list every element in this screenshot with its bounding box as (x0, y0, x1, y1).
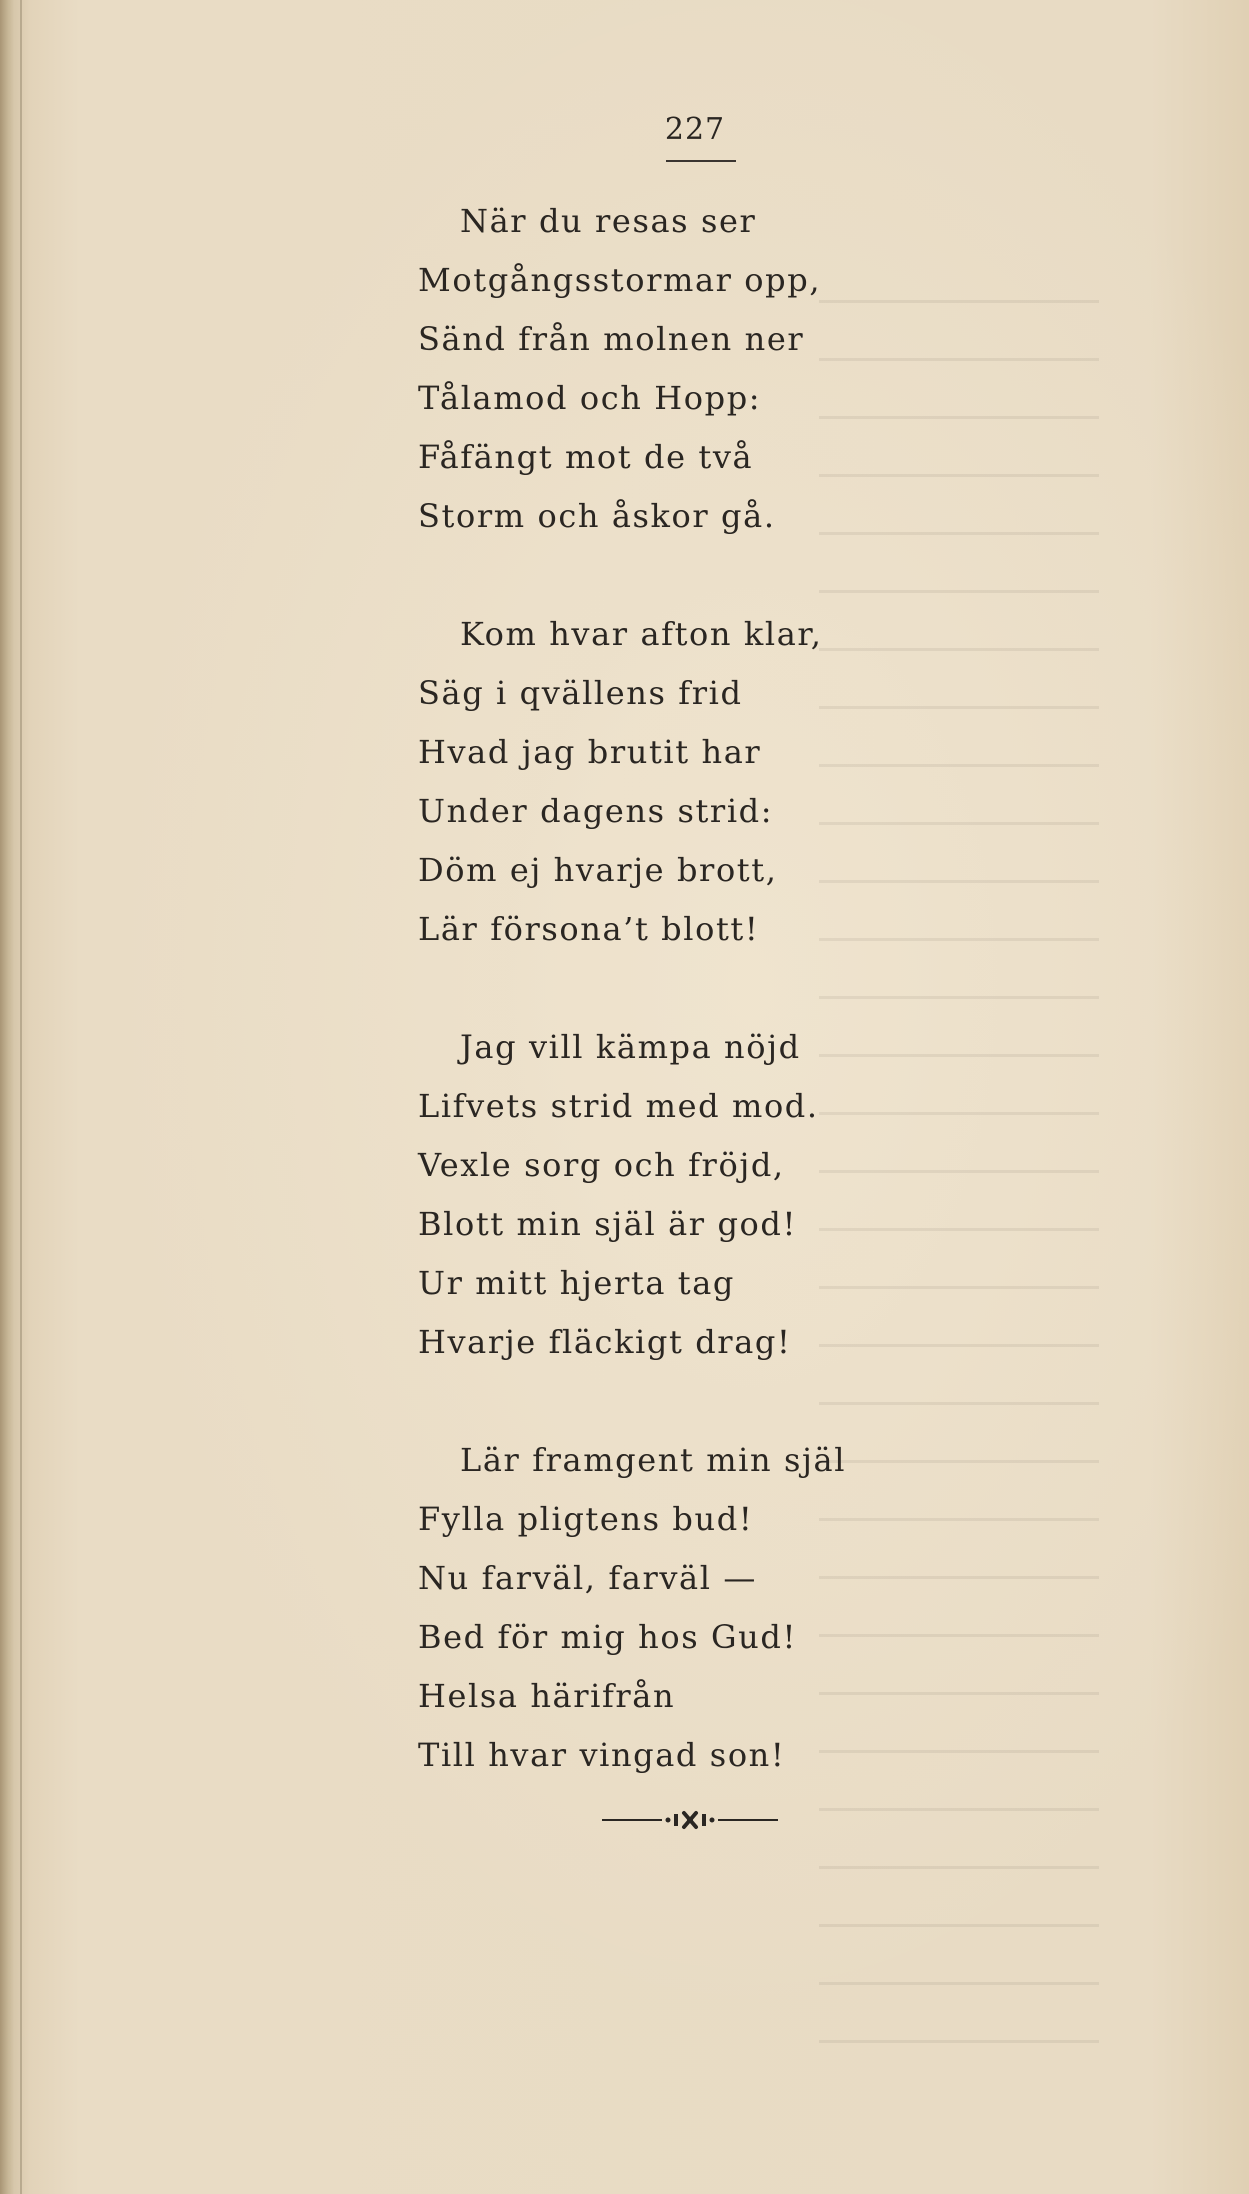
poem-line: Nu farväl, farväl — (418, 1559, 757, 1597)
poem-line: Ur mitt hjerta tag (418, 1264, 736, 1302)
poem-line: Tålamod och Hopp: (418, 379, 762, 417)
poem-line: Fylla pligtens bud! (418, 1500, 754, 1538)
stanza-2 (418, 605, 938, 959)
book-spine-shadow (0, 0, 14, 2194)
poem (418, 192, 938, 1844)
stanza-3 (418, 1018, 938, 1372)
ornament-divider-icon (600, 1808, 780, 1832)
poem-line: Kom hvar afton klar, (460, 615, 823, 653)
stanza-1 (418, 192, 938, 546)
poem-line: Storm och åskor gå. (418, 497, 776, 535)
poem-line: Lifvets strid med mod. (418, 1087, 819, 1125)
gutter-line (20, 0, 22, 2194)
poem-line: Under dagens strid: (418, 792, 774, 830)
poem-line: Vexle sorg och fröjd, (418, 1146, 785, 1184)
poem-line: Jag vill kämpa nöjd (460, 1028, 801, 1066)
poem-line: När du resas ser (460, 202, 757, 240)
poem-line: Fåfängt mot de två (418, 438, 754, 476)
poem-line: Säg i qvällens frid (418, 674, 743, 712)
poem-line: Bed för mig hos Gud! (418, 1618, 797, 1656)
poem-line: Motgångsstormar opp, (418, 261, 822, 299)
poem-line: Blott min själ är god! (418, 1205, 797, 1243)
poem-line: Lär försona’t blott! (418, 910, 760, 948)
poem-line: Till hvar vingad son! (418, 1736, 786, 1774)
page-number-rule (666, 160, 736, 162)
poem-line: Hvarje fläckigt drag! (418, 1323, 792, 1361)
poem-line: Sänd från molnen ner (418, 320, 805, 358)
page-number: 227 (664, 112, 726, 147)
poem-line: Hvad jag brutit har (418, 733, 762, 771)
poem-line: Lär framgent min själ (460, 1441, 847, 1479)
poem-line: Döm ej hvarje brott, (418, 851, 778, 889)
stanza-4 (418, 1431, 938, 1785)
poem-line: Helsa härifrån (418, 1677, 676, 1715)
